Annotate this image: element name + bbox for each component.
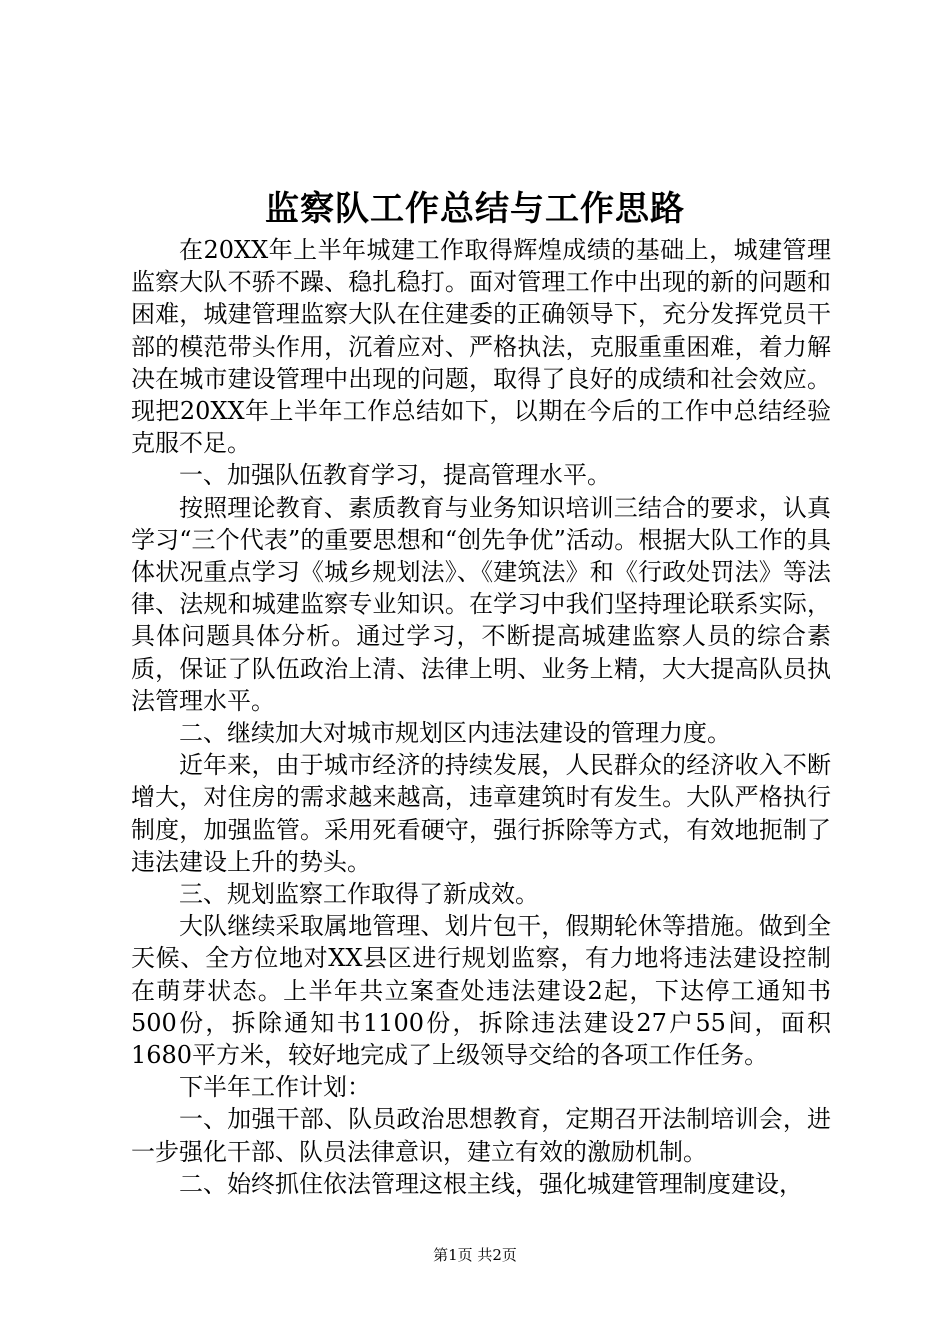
document-title: 监察队工作总结与工作思路 xyxy=(265,189,685,229)
paragraph-section-1: 按照理论教育、素质教育与业务知识培训三结合的要求，认真学习“三个代表”的重要思想和“创先争优”活动。根据大队工作的具体状况重点学习《城乡规划法》、《建筑法》和《行政处罚法》等法律、法规和城建监察专业知识。在学习中我们坚持理论联系实际，具体问题具体分析。通过学习，不断提高城建监察人员的综合素质，保证了队伍政治上清、法律上明、业务上精，大大提高队员执法管理水平。 xyxy=(131,493,831,715)
heading-section-1: 一、加强队伍教育学习，提高管理水平。 xyxy=(179,461,611,490)
document-body xyxy=(131,234,831,1200)
paragraph-section-2: 近年来，由于城市经济的持续发展，人民群众的经济收入不断增大，对住房的需求越来越高，违章建筑时有发生。大队严格执行制度，加强监管。采用死看硬守，强行拆除等方式，有效地扼制了违法建设上升的势头。 xyxy=(131,751,831,876)
paragraph-section-3: 大队继续采取属地管理、划片包干，假期轮休等措施。做到全天候、全方位地对XX县区进行规划监察，有力地将违法建设控制在萌芽状态。上半年共立案查处违法建设2起，下达停工通知书500份，拆除通知书1100份，拆除违法建设27户55间，面积1680平方米，较好地完成了上级领导交给的各项工作任务。 xyxy=(131,912,831,1070)
heading-section-3: 三、规划监察工作取得了新成效。 xyxy=(179,880,539,909)
plan-item-1: 一、加强干部、队员政治思想教育，定期召开法制培训会，进一步强化干部、队员法律意识，建立有效的激励机制。 xyxy=(131,1105,831,1166)
page-number-footer: 第1页 共2页 xyxy=(433,1246,517,1264)
heading-section-2: 二、继续加大对城市规划区内违法建设的管理力度。 xyxy=(179,719,731,748)
heading-plan: 下半年工作计划： xyxy=(179,1073,371,1102)
paragraph-intro: 在20XX年上半年城建工作取得辉煌成绩的基础上，城建管理监察大队不骄不躁、稳扎稳打。面对管理工作中出现的新的问题和困难，城建管理监察大队在住建委的正确领导下，充分发挥党员干部的模范带头作用，沉着应对、严格执法，克服重重困难，着力解决在城市建设管理中出现的问题，取得了良好的成绩和社会效应。现把20XX年上半年工作总结如下，以期在今后的工作中总结经验克服不足。 xyxy=(131,236,831,458)
plan-item-2: 二、始终抓住依法管理这根主线，强化城建管理制度建设， xyxy=(179,1169,803,1198)
